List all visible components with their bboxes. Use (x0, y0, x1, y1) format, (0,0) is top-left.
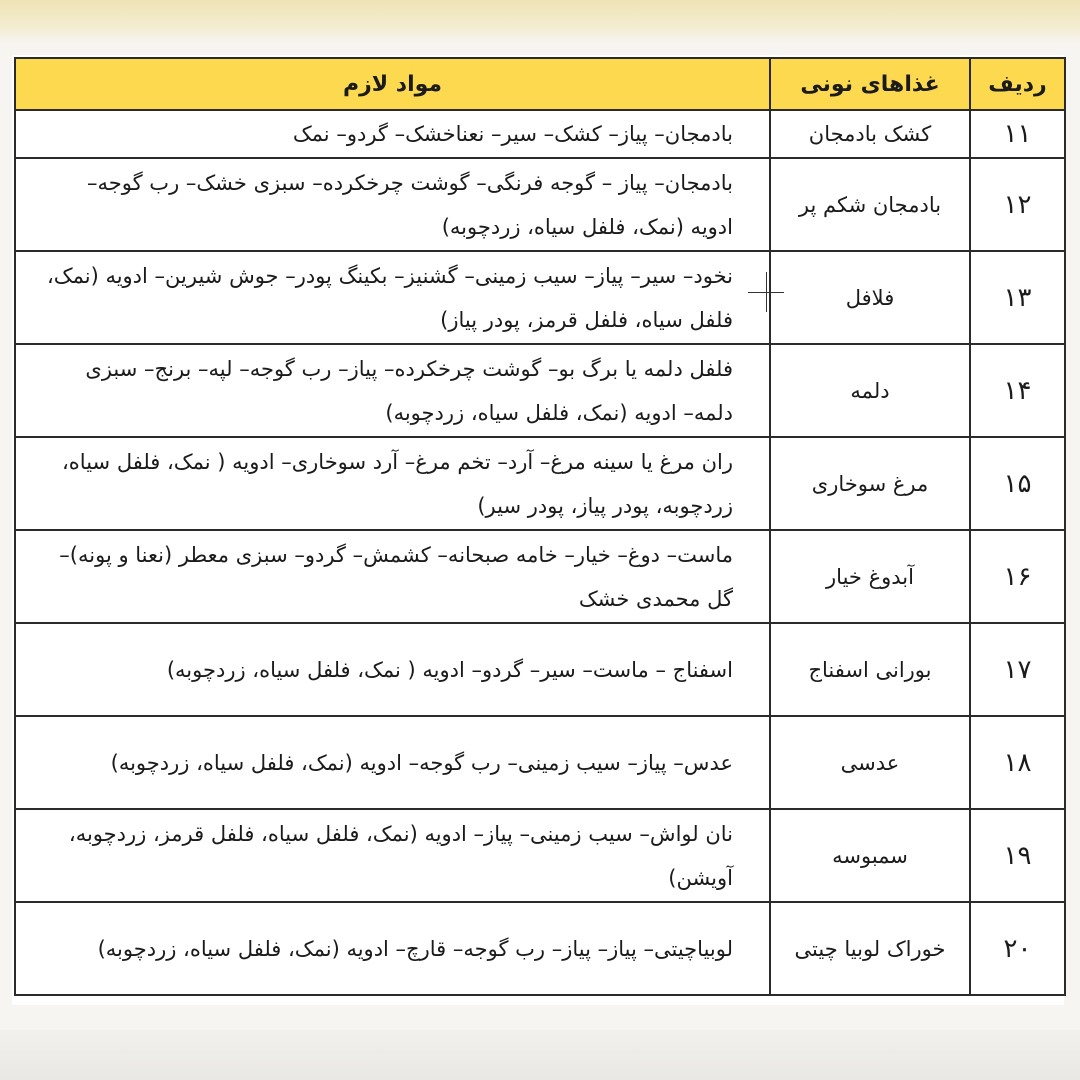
row-number: ۱۸ (970, 716, 1065, 809)
ingredients: لوبیاچیتی– پیاز– پیاز– رب گوجه– قارچ– ادویه (نمک، فلفل سیاه، زردچوبه) (15, 902, 770, 995)
crosshair-cursor-icon (748, 272, 784, 312)
food-name: فلافل (770, 251, 970, 344)
row-number: ۲۰ (970, 902, 1065, 995)
table-row (15, 809, 1065, 902)
row-number: ۱۱ (970, 110, 1065, 158)
ingredients: نخود– سیر– پیاز– سیب زمینی– گشنیز– بکینگ پودر– جوش شیرین– ادویه (نمک، فلفل سیاه، فلفل قرمز، پودر پیاز) (15, 251, 770, 344)
ingredients: نان لواش– سیب زمینی– پیاز– ادویه (نمک، فلفل سیاه، فلفل قرمز، زردچوبه، آویشن) (15, 809, 770, 902)
food-name: کشک بادمجان (770, 110, 970, 158)
top-background-band (0, 0, 1080, 44)
table-row (15, 251, 1065, 344)
table-row (15, 716, 1065, 809)
row-number: ۱۶ (970, 530, 1065, 623)
table-row (15, 158, 1065, 251)
ingredients: بادمجان– پیاز– کشک– سیر– نعناخشک– گردو– نمک (15, 110, 770, 158)
recipe-table (14, 57, 1066, 996)
food-name: عدسی (770, 716, 970, 809)
food-name: سمبوسه (770, 809, 970, 902)
food-name: بورانی اسفناج (770, 623, 970, 716)
row-number: ۱۳ (970, 251, 1065, 344)
table-row (15, 902, 1065, 995)
table-row (15, 530, 1065, 623)
row-number: ۱۷ (970, 623, 1065, 716)
table-row (15, 623, 1065, 716)
ingredients: عدس– پیاز– سیب زمینی– رب گوجه– ادویه (نمک، فلفل سیاه، زردچوبه) (15, 716, 770, 809)
row-number: ۱۹ (970, 809, 1065, 902)
ingredients: فلفل دلمه یا برگ بو– گوشت چرخکرده– پیاز– رب گوجه– لپه– برنج– سبزی دلمه– ادویه (نمک، فلفل سیاه، زردچوبه) (15, 344, 770, 437)
food-name: مرغ سوخاری (770, 437, 970, 530)
bottom-background-band (0, 1030, 1080, 1080)
header-row-number: ردیف (970, 58, 1065, 110)
row-number: ۱۲ (970, 158, 1065, 251)
table-row (15, 437, 1065, 530)
row-number: ۱۵ (970, 437, 1065, 530)
ingredients: ماست– دوغ– خیار– خامه صبحانه– کشمش– گردو– سبزی معطر (نعنا و پونه)– گل محمدی خشک (15, 530, 770, 623)
food-name: آبدوغ خیار (770, 530, 970, 623)
header-ingredients: مواد لازم (15, 58, 770, 110)
ingredients: بادمجان– پیاز – گوجه فرنگی– گوشت چرخکرده– سبزی خشک– رب گوجه– ادویه (نمک، فلفل سیاه، زردچوبه) (15, 158, 770, 251)
table-header-row (15, 58, 1065, 110)
food-name: بادمجان شکم پر (770, 158, 970, 251)
food-name: دلمه (770, 344, 970, 437)
table-row (15, 110, 1065, 158)
ingredients: اسفناج – ماست– سیر– گردو– ادویه ( نمک، فلفل سیاه، زردچوبه) (15, 623, 770, 716)
row-number: ۱۴ (970, 344, 1065, 437)
header-food: غذاهای نونی (770, 58, 970, 110)
ingredients: ران مرغ یا سینه مرغ– آرد– تخم مرغ– آرد سوخاری– ادویه ( نمک، فلفل سیاه، زردچوبه، پودر پیاز، پودر سیر) (15, 437, 770, 530)
food-name: خوراک لوبیا چیتی (770, 902, 970, 995)
table-row (15, 344, 1065, 437)
